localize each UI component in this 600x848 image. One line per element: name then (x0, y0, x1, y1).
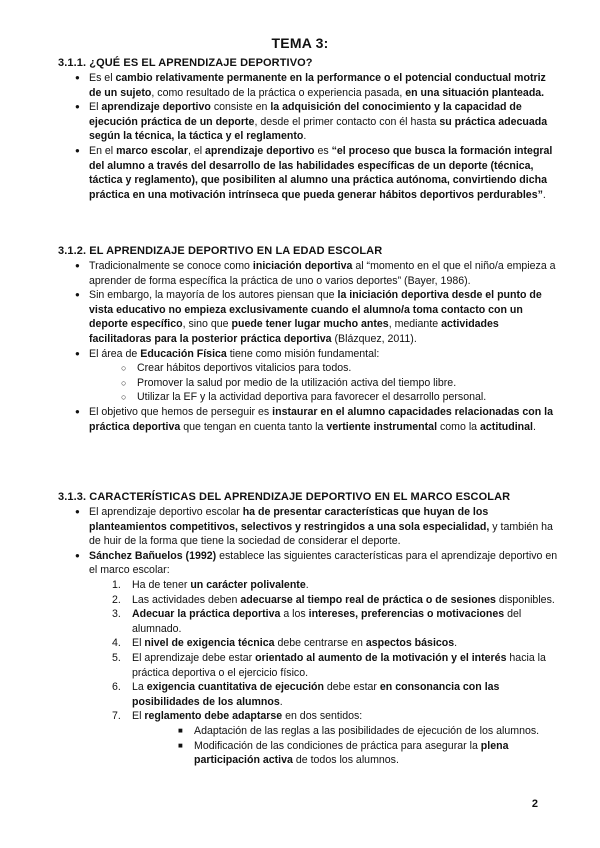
bold-text-run: en consonancia con las posibilidades de los alumnos (132, 681, 500, 708)
list-item (58, 71, 558, 100)
text-run: El (132, 710, 145, 723)
page-number: 2 (531, 798, 538, 810)
bold-text-run: Adecuar la práctica deportiva (132, 608, 281, 621)
text-run: . (533, 420, 536, 433)
numbered-item-text (132, 637, 457, 649)
text-run: a los (280, 608, 309, 621)
text-run: tiene como misión fundamental: (226, 347, 380, 360)
sub-list-item: ○ Crear hábitos deportivos vitalicios para todos. (89, 361, 558, 376)
text-run: disponibles. (495, 593, 555, 606)
list-item-text (89, 550, 557, 577)
numbered-list (89, 578, 558, 768)
text-run: en dos sentidos: (282, 710, 363, 723)
bold-text-run: exigencia cuantitativa de ejecución (146, 681, 324, 694)
bold-text-run: puede tener lugar mucho antes (231, 318, 389, 331)
list-item (58, 505, 558, 549)
text-run: . (279, 695, 283, 708)
bold-text-run: reglamento debe adaptarse (144, 710, 283, 723)
text-run: hacia la práctica deportiva o el ejercicio físico. (132, 651, 546, 679)
text-run: El aprendizaje debe estar (132, 651, 256, 664)
text-run: Tradicionalmente se conoce como (89, 260, 253, 272)
bold-text-run: orientado al aumento de la motivación y el interés (255, 651, 507, 664)
text-run: El área de (89, 347, 141, 360)
text-run: establece las siguientes características para el aprendizaje deportivo en el marco escolar: (89, 549, 558, 577)
numbered-item (89, 709, 558, 767)
item-number: 4. (112, 637, 121, 650)
text-run: , sino que (182, 318, 232, 331)
item-number: 7. (112, 710, 121, 723)
text-run: (Blázquez, 2011). (331, 332, 417, 345)
section-3-1-3 (58, 491, 558, 768)
text-run: , mediante (388, 318, 442, 331)
sub-bullet-list (89, 361, 558, 405)
bold-text-run: Educación Física (140, 347, 227, 360)
numbered-item-text (132, 608, 521, 635)
bold-text-run: Sánchez Bañuelos (1992) (89, 549, 217, 562)
text-run: como la (437, 420, 481, 433)
square-bullet-list (132, 724, 558, 768)
text-run: El (132, 637, 145, 650)
text-run: , como resultado de la práctica o experiencia pasada, (151, 86, 406, 99)
text-run: y también ha de huir de la forma que tiene la sociedad de considerar el deporte. (89, 520, 553, 548)
bold-text-run: actividades facilitadoras para la posterior práctica deportiva (89, 318, 499, 345)
item-number: 6. (112, 681, 121, 694)
bold-text-run: su práctica adecuada según la técnica, la táctica y el reglamento (89, 115, 548, 143)
section-3-1-2 (58, 245, 558, 434)
bullet-list (58, 71, 558, 202)
section-heading: 3.1.2. EL APRENDIZAJE DEPORTIVO EN LA EDAD ESCOLAR (58, 245, 383, 257)
bold-text-run: “el proceso que busca la formación integral del alumno a través del desarrollo de las habilidades específicas de un deporte (técnica, táctica y reglamento), que posibiliten al alumno una práctica autónoma, convirtiendo dicha práctica en una motivación intrínseca que pueda generar hábitos deportivos perdurables” (89, 144, 553, 201)
text-run: El aprendizaje deportivo escolar (89, 506, 243, 518)
text-run: Es el (89, 72, 116, 84)
list-item (58, 405, 558, 434)
text-run: debe estar (323, 681, 380, 694)
bold-text-run: aprendizaje deportivo (205, 144, 315, 157)
numbered-item (89, 680, 558, 709)
bold-text-run: cambio relativamente permanente en la performance o el potencial conductual motriz de un sujeto (89, 72, 546, 99)
numbered-item-text (132, 681, 499, 708)
text-run: . (303, 130, 307, 143)
bold-text-run: ha de presentar características que huyan de los planteamientos competitivos, selectivos y restringidos a una sola especialidad, (89, 506, 490, 533)
bold-text-run: nivel de exigencia técnica (144, 637, 275, 650)
sub-list-item: ○ Promover la salud por medio de la utilización activa del tiempo libre. (89, 376, 558, 391)
numbered-item (89, 651, 558, 680)
text-run: que tengan en cuenta tanto la (180, 420, 327, 433)
text-run: , el (187, 144, 206, 157)
text-run: Sin embargo, la mayoría de los autores piensan que (89, 289, 338, 302)
text-run: Adaptación de las reglas a las posibilidades de ejecución de los alumnos. (194, 724, 540, 737)
text-run: debe centrarse en (274, 637, 366, 650)
text-run: al “momento en el que el niño/a empieza a aprender de forma específica la práctica de uno o varios deportes” (Bayer, 1986). (89, 260, 556, 287)
bold-text-run: aspectos básicos (365, 637, 455, 650)
numbered-item-text (132, 594, 555, 606)
text-run: . (305, 578, 309, 591)
bold-text-run: en una situación planteada. (405, 86, 545, 99)
bold-text-run: adecuarse al tiempo real de práctica o de sesiones (240, 593, 496, 606)
text-run: Modificación de las condiciones de práctica para asegurar la (194, 739, 481, 752)
text-run: consiste en (210, 101, 271, 114)
section-heading: 3.1.1. ¿QUÉ ES EL APRENDIZAJE DEPORTIVO? (58, 57, 313, 69)
list-item-text (89, 348, 379, 360)
bold-text-run: marco escolar (116, 144, 188, 157)
list-item (58, 144, 558, 202)
text-run: El (89, 101, 102, 114)
text-run: Las actividades deben (132, 593, 241, 606)
text-run: El objetivo que hemos de perseguir es (89, 405, 273, 418)
square-list-item (132, 739, 558, 768)
bullet-list (58, 505, 558, 768)
item-number: 5. (112, 651, 121, 664)
bold-text-run: aprendizaje deportivo (101, 101, 211, 114)
text-run: . (542, 188, 546, 201)
numbered-item (89, 607, 558, 636)
text-run: . (454, 637, 458, 650)
text-run: La (132, 681, 147, 694)
list-item (58, 259, 558, 288)
bold-text-run: vertiente instrumental (326, 420, 438, 433)
page-title: TEMA 3: (271, 35, 329, 51)
item-number: 1. (112, 578, 121, 591)
text-run: es (314, 144, 332, 157)
list-item (58, 100, 558, 144)
text-run: de todos los alumnos. (292, 754, 399, 767)
numbered-item-text (132, 710, 362, 722)
bold-text-run: un carácter polivalente (190, 578, 306, 591)
bold-text-run: intereses, preferencias o motivaciones (308, 608, 505, 621)
item-number: 3. (112, 608, 121, 621)
bold-text-run: instaurar en el alumno capacidades relacionadas con la práctica deportiva (89, 405, 553, 433)
bold-text-run: plena participación activa (194, 739, 509, 767)
text-run: Ha de tener (132, 578, 191, 591)
bold-text-run: la adquisición del conocimiento y la capacidad de ejecución práctica de un deporte (89, 101, 522, 128)
text-run: En el (89, 144, 117, 157)
bold-text-run: iniciación deportiva (252, 260, 353, 272)
numbered-item (89, 578, 558, 593)
square-list-item (132, 724, 558, 739)
bold-text-run: la iniciación deportiva desde el punto de vista educativo no empieza exclusivamente cuando el alumno/a toma contacto con un deporte específico (89, 289, 542, 331)
numbered-item-text (132, 579, 309, 591)
bullet-list (58, 259, 558, 434)
list-item (58, 549, 558, 768)
sub-list-item: ○ Utilizar la EF y la actividad deportiva para favorecer el desarrollo personal. (89, 390, 558, 405)
section-heading: 3.1.3. CARACTERÍSTICAS DEL APRENDIZAJE DEPORTIVO EN EL MARCO ESCOLAR (58, 491, 511, 503)
numbered-item (89, 636, 558, 651)
item-number: 2. (112, 593, 121, 606)
numbered-item-text (132, 652, 546, 679)
list-item (58, 347, 558, 405)
text-run: , desde el primer contacto con él hasta (254, 115, 440, 128)
list-item (58, 288, 558, 346)
text-run: del alumnado. (132, 608, 522, 635)
section-3-1-1 (58, 57, 558, 202)
numbered-item (89, 593, 558, 608)
bold-text-run: actitudinal (480, 420, 533, 433)
